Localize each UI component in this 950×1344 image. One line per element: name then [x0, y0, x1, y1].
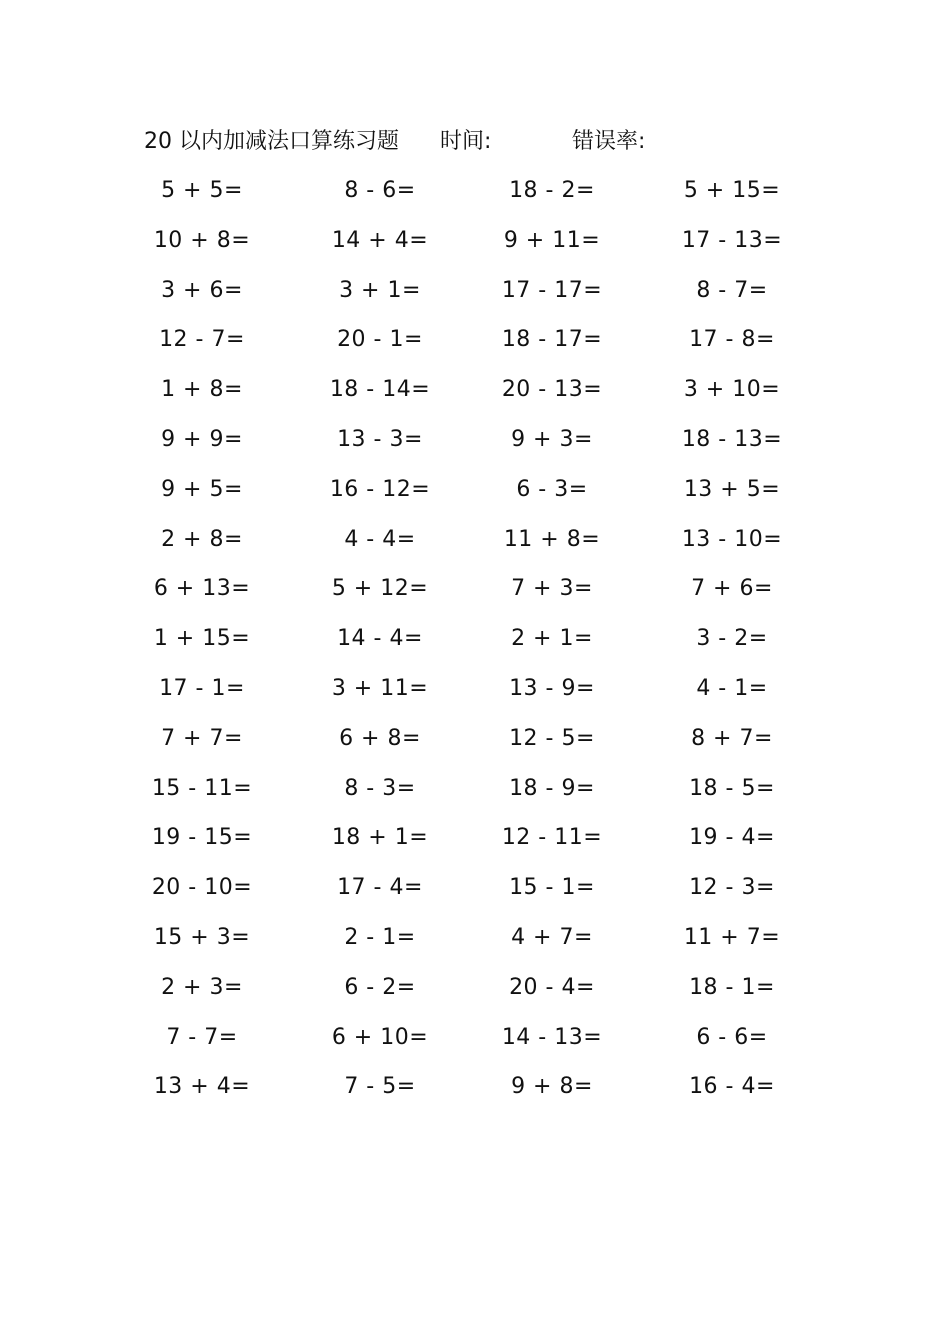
math-problem: 6 + 10=	[331, 1024, 429, 1050]
problem-row	[0, 322, 950, 372]
problem-row	[0, 820, 950, 870]
math-problem: 11 + 8=	[503, 526, 601, 552]
math-problem: 18 - 17=	[501, 327, 603, 353]
math-problem: 7 - 5=	[344, 1074, 416, 1100]
problem-row	[0, 870, 950, 920]
math-problem: 13 - 9=	[509, 675, 595, 701]
math-problem: 17 - 13=	[681, 227, 783, 253]
math-problem: 2 + 8=	[161, 526, 243, 552]
math-problem: 8 - 6=	[344, 178, 416, 203]
math-problem: 17 - 8=	[689, 327, 775, 353]
math-problem: 13 + 5=	[683, 476, 781, 502]
math-problem: 19 - 15=	[151, 825, 253, 851]
error-rate-label: 错误率:	[572, 129, 646, 154]
math-problem: 11 + 7=	[683, 924, 781, 950]
math-problem: 6 - 6=	[696, 1024, 768, 1050]
math-problem: 14 + 4=	[331, 227, 429, 253]
math-problem: 9 + 9=	[161, 426, 243, 452]
math-problem: 18 - 14=	[329, 377, 431, 403]
math-problem: 3 + 10=	[683, 377, 781, 403]
problem-row	[0, 571, 950, 621]
math-problem: 19 - 4=	[689, 825, 775, 851]
math-problem: 3 + 1=	[339, 277, 421, 303]
math-problem: 6 + 8=	[339, 725, 421, 751]
math-problem: 7 + 6=	[691, 576, 773, 602]
math-problem: 18 - 9=	[509, 775, 595, 801]
math-problem: 13 - 3=	[337, 426, 423, 452]
math-problem: 12 - 7=	[159, 327, 245, 353]
math-problem: 18 - 2=	[509, 178, 595, 203]
problem-row	[0, 920, 950, 970]
math-problem: 17 - 1=	[159, 675, 245, 701]
math-problem: 14 - 13=	[501, 1024, 603, 1050]
math-problem: 3 - 2=	[696, 626, 768, 652]
problem-row	[0, 721, 950, 771]
math-problem: 12 - 5=	[509, 725, 595, 751]
math-problem: 6 + 13=	[153, 576, 251, 602]
problem-row	[0, 970, 950, 1020]
math-problem: 5 + 15=	[683, 178, 781, 203]
problem-row	[0, 472, 950, 522]
problem-grid	[0, 173, 950, 1119]
problem-row	[0, 1069, 950, 1119]
math-problem: 9 + 5=	[161, 476, 243, 502]
problem-row	[0, 223, 950, 273]
math-problem: 13 - 10=	[681, 526, 783, 552]
math-problem: 2 - 1=	[344, 924, 416, 950]
math-problem: 8 - 3=	[344, 775, 416, 801]
math-problem: 20 - 13=	[501, 377, 603, 403]
math-problem: 3 + 11=	[331, 675, 429, 701]
math-problem: 6 - 3=	[516, 476, 588, 502]
math-problem: 5 + 5=	[161, 178, 243, 203]
math-problem: 2 + 1=	[511, 626, 593, 652]
problem-row	[0, 1020, 950, 1070]
math-problem: 15 + 3=	[153, 924, 251, 950]
math-problem: 18 - 1=	[689, 974, 775, 1000]
math-problem: 17 - 4=	[337, 875, 423, 901]
math-problem: 13 + 4=	[153, 1074, 251, 1100]
math-problem: 9 + 8=	[511, 1074, 593, 1100]
math-problem: 7 + 3=	[511, 576, 593, 602]
math-problem: 9 + 11=	[503, 227, 601, 253]
problem-row	[0, 422, 950, 472]
math-problem: 15 - 11=	[151, 775, 253, 801]
math-problem: 8 + 7=	[691, 725, 773, 751]
worksheet-title: 20 以内加减法口算练习题	[144, 129, 399, 154]
problem-row	[0, 522, 950, 572]
math-problem: 20 - 1=	[337, 327, 423, 353]
math-problem: 9 + 3=	[511, 426, 593, 452]
math-problem: 18 + 1=	[331, 825, 429, 851]
math-problem: 12 - 3=	[689, 875, 775, 901]
math-problem: 8 - 7=	[696, 277, 768, 303]
math-problem: 4 + 7=	[511, 924, 593, 950]
math-problem: 5 + 12=	[331, 576, 429, 602]
time-label: 时间:	[440, 129, 492, 154]
problem-row	[0, 273, 950, 323]
math-problem: 16 - 12=	[329, 476, 431, 502]
math-problem: 17 - 17=	[501, 277, 603, 303]
math-problem: 6 - 2=	[344, 974, 416, 1000]
math-problem: 7 - 7=	[166, 1024, 238, 1050]
math-problem: 7 + 7=	[161, 725, 243, 751]
math-problem: 20 - 10=	[151, 875, 253, 901]
problem-row	[0, 173, 950, 223]
math-problem: 4 - 4=	[344, 526, 416, 552]
worksheet-header	[0, 124, 950, 160]
problem-row	[0, 771, 950, 821]
math-problem: 20 - 4=	[509, 974, 595, 1000]
math-problem: 18 - 13=	[681, 426, 783, 452]
problem-row	[0, 372, 950, 422]
math-problem: 2 + 3=	[161, 974, 243, 1000]
math-problem: 4 - 1=	[696, 675, 768, 701]
math-problem: 1 + 15=	[153, 626, 251, 652]
math-problem: 16 - 4=	[689, 1074, 775, 1100]
math-problem: 18 - 5=	[689, 775, 775, 801]
math-problem: 3 + 6=	[161, 277, 243, 303]
problem-row	[0, 621, 950, 671]
math-problem: 15 - 1=	[509, 875, 595, 901]
math-problem: 12 - 11=	[501, 825, 603, 851]
math-problem: 1 + 8=	[161, 377, 243, 403]
math-problem: 14 - 4=	[337, 626, 423, 652]
math-problem: 10 + 8=	[153, 227, 251, 253]
problem-row	[0, 671, 950, 721]
